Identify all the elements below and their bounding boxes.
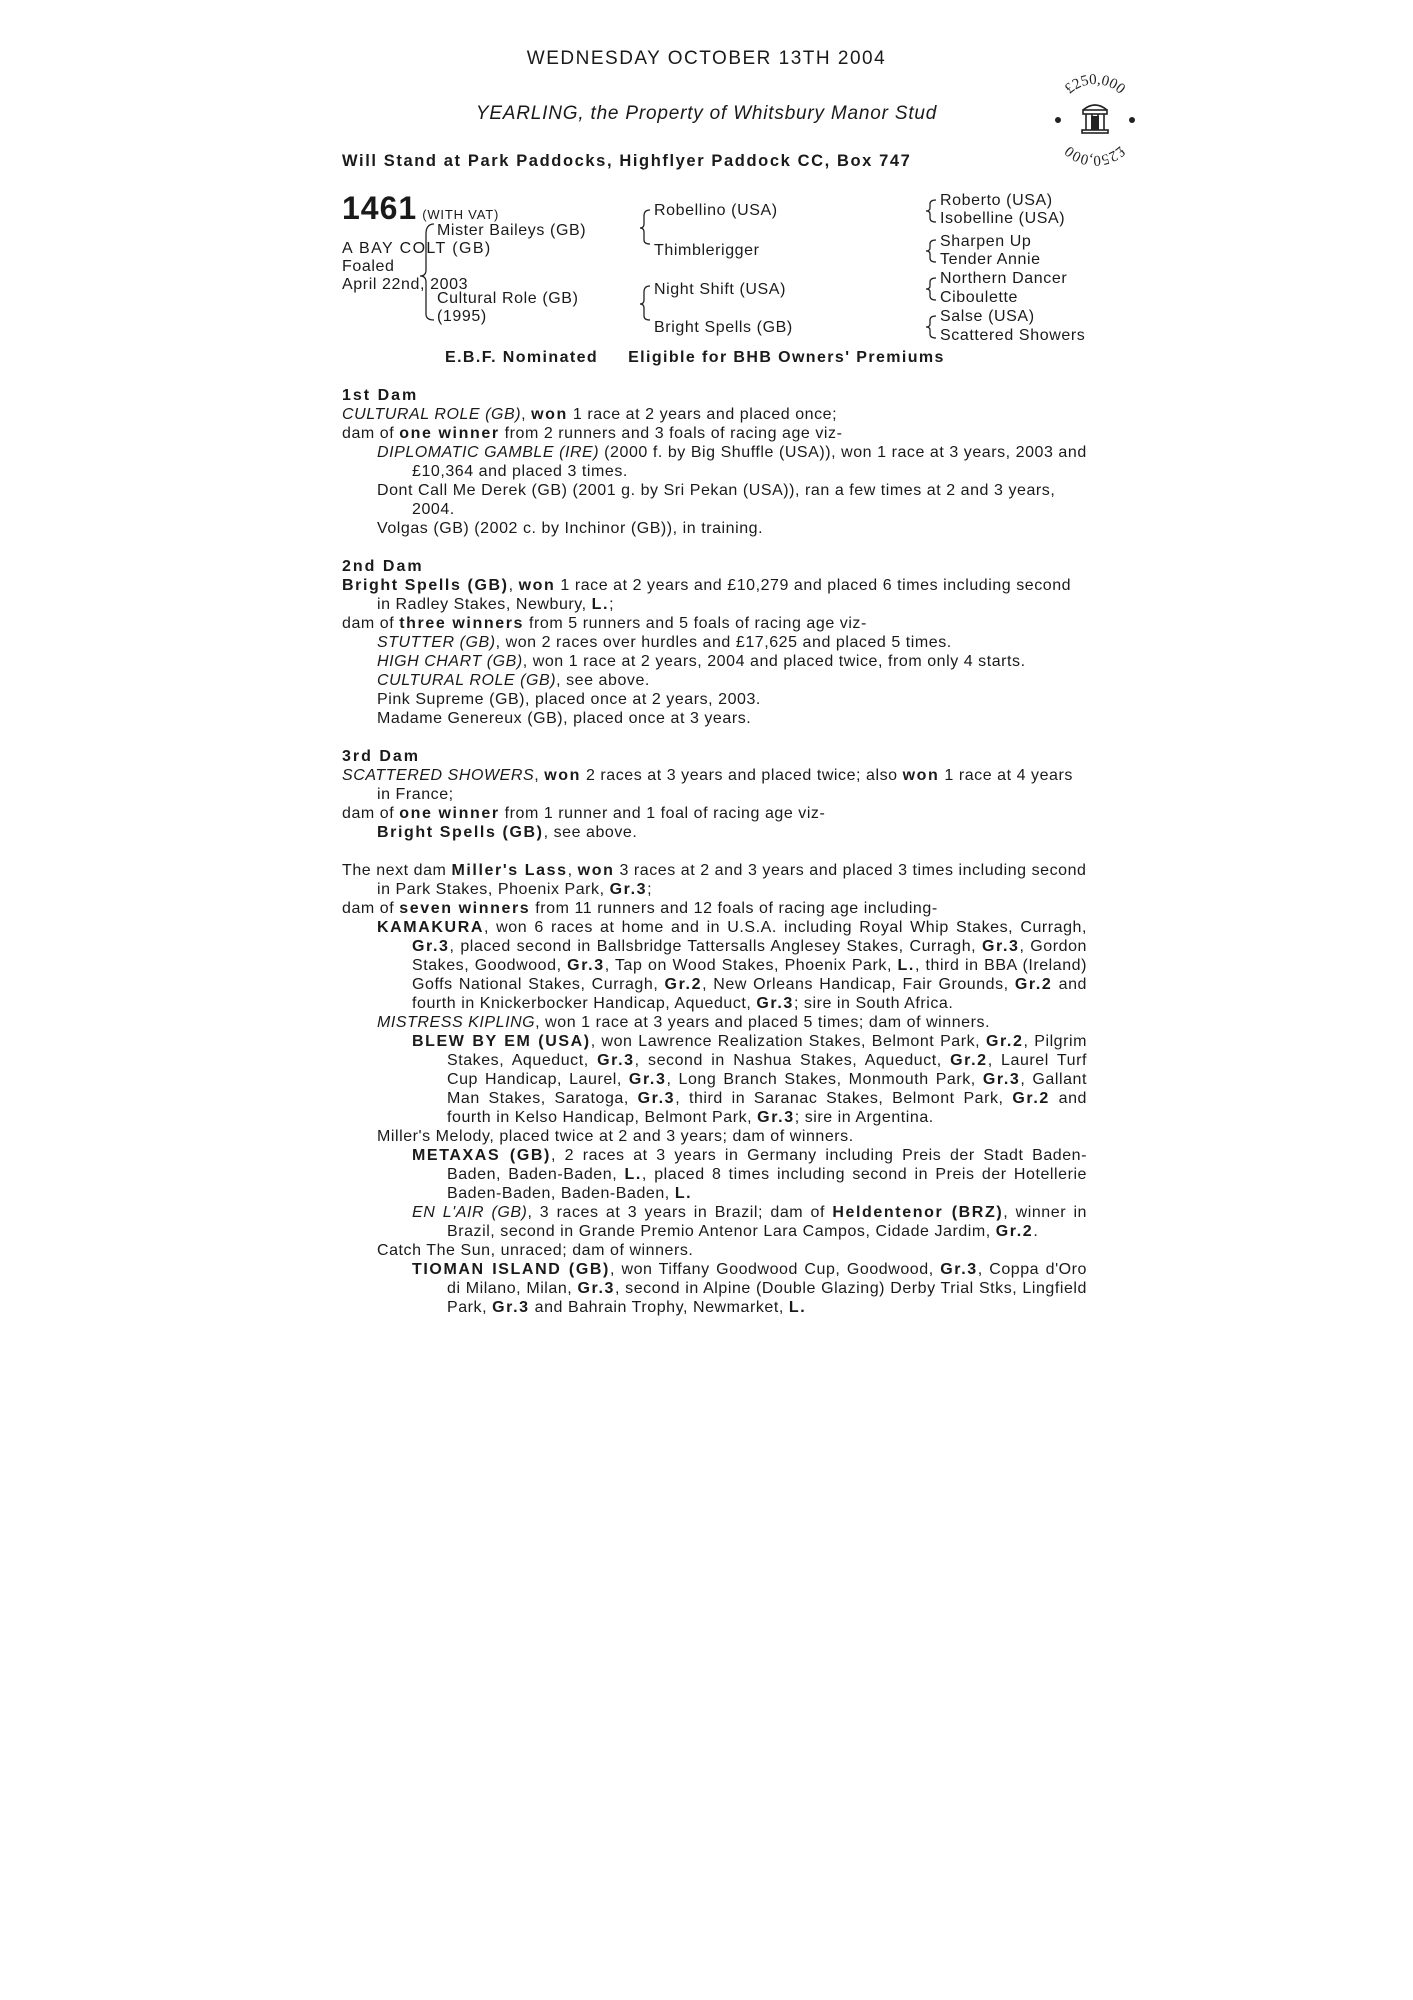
millers-melody-record: Miller's Melody, placed twice at 2 and 3 years; dam of winners. [377, 1128, 854, 1145]
dam-sire: Night Shift (USA) [654, 281, 787, 298]
pedigree-g8: Scattered Showers [940, 327, 1086, 344]
pedigree-table [342, 190, 1122, 350]
second-dam-foal-4: Pink Supreme (GB), placed once at 2 years, 2003. [377, 691, 761, 708]
first-dam-heading: 1st Dam [342, 387, 419, 404]
catch-the-sun-record: Catch The Sun, unraced; dam of winners. [377, 1242, 694, 1259]
stand-location: Will Stand at Park Paddocks, Highflyer Paddock CC, Box 747 [342, 152, 912, 170]
third-dam-foal-1: Bright Spells (GB), see above. [377, 824, 638, 841]
third-dam-heading: 3rd Dam [342, 748, 421, 765]
second-dam-foal-2: HIGH CHART (GB), won 1 race at 2 years, 2004 and placed twice, from only 4 starts. [377, 653, 1026, 670]
svg-text:£250,000: £250,000 [1061, 142, 1129, 169]
third-dam-produce-summary: dam of one winner from 1 runner and 1 foal of racing age viz- [342, 805, 826, 822]
price-seal-icon [1045, 70, 1145, 170]
pedigree-g6: Ciboulette [940, 289, 1019, 306]
first-dam-record: CULTURAL ROLE (GB), won 1 race at 2 years and placed once; [342, 406, 838, 423]
foaled-date: April 22nd, 2003 [342, 276, 469, 293]
first-dam-foal-1: DIPLOMATIC GAMBLE (IRE) (2000 f. by Big Shuffle (USA)), won 1 race at 3 years, 2003 and £10,364 and placed 3 times. [377, 444, 1087, 480]
bhb-eligible: Eligible for BHB Owners' Premiums [628, 349, 945, 366]
lot-description: A BAY COLT (GB) [342, 240, 492, 257]
next-dam-produce-summary: dam of seven winners from 11 runners and 12 foals of racing age including- [342, 900, 938, 917]
dam-year: (1995) [437, 308, 487, 325]
pedigree-g1: Roberto (USA) [940, 192, 1053, 209]
sire-dam: Thimblerigger [654, 242, 760, 259]
second-dam-record: Bright Spells (GB), won 1 race at 2 years and £10,279 and placed 6 times including second in Radley Stakes, Newbury, L.; [342, 577, 1072, 613]
en-lair-record: EN L'AIR (GB), 3 races at 3 years in Brazil; dam of Heldentenor (BRZ), winner in Brazil, second in Grande Premio Antenor Lara Campos, Cidade Jardim, Gr.2. [412, 1204, 1087, 1240]
pedigree-g2: Isobelline (USA) [940, 210, 1066, 227]
nominations-line [445, 349, 975, 367]
sire-name: Mister Baileys (GB) [437, 222, 587, 239]
lot-number: 1461 [342, 190, 418, 226]
first-dam-foal-3: Volgas (GB) (2002 c. by Inchinor (GB)), in training. [377, 520, 764, 537]
pedigree-g3: Sharpen Up [940, 233, 1032, 250]
next-dam-record: The next dam Miller's Lass, won 3 races at 2 and 3 years and placed 3 times including second in Park Stakes, Phoenix Park, Gr.3; [342, 862, 1087, 898]
second-dam-produce-summary: dam of three winners from 5 runners and 5 foals of racing age viz- [342, 615, 867, 632]
blew-by-em-record: BLEW BY EM (USA), won Lawrence Realization Stakes, Belmont Park, Gr.2, Pilgrim Stakes, Aqueduct, Gr.3, second in Nashua Stakes, Aqueduct, Gr.2, Laurel Turf Cup Handicap, Laurel, Gr.3, Long Branch Stakes, Monmouth Park, Gr.3, Gallant Man Stakes, Saratoga, Gr.3, third in Saranac Stakes, Belmont Park, Gr.2 and fourth in Kelso Handicap, Belmont Park, Gr.3; sire in Argentina. [412, 1033, 1087, 1126]
dam-dam: Bright Spells (GB) [654, 319, 793, 336]
catalogue-body [342, 386, 1087, 1317]
sire-sire: Robellino (USA) [654, 202, 778, 219]
metaxas-record: METAXAS (GB), 2 races at 3 years in Germany including Preis der Stadt Baden-Baden, Baden-Baden, L., placed 8 times including second in Preis der Hotellerie Baden-Baden, Baden-Baden, L. [412, 1147, 1087, 1202]
tioman-island-record: TIOMAN ISLAND (GB), won Tiffany Goodwood Cup, Goodwood, Gr.3, Coppa d'Oro di Milano, Milan, Gr.3, second in Alpine (Double Glazing) Derby Trial Stks, Lingfield Park, Gr.3 and Bahrain Trophy, Newmarket, L. [412, 1261, 1087, 1316]
first-dam-foal-2: Dont Call Me Derek (GB) (2001 g. by Sri Pekan (USA)), ran a few times at 2 and 3 years, 2004. [377, 482, 1056, 518]
vat-label: (WITH VAT) [422, 207, 500, 222]
lot-subtitle: YEARLING, the Property of Whitsbury Manor Stud [475, 103, 938, 124]
second-dam-foal-5: Madame Genereux (GB), placed once at 3 years. [377, 710, 752, 727]
pedigree-g5: Northern Dancer [940, 270, 1068, 287]
sale-date: WEDNESDAY OCTOBER 13TH 2004 [526, 48, 887, 69]
foaled-label: Foaled [342, 258, 395, 275]
mistress-kipling-record: MISTRESS KIPLING, won 1 race at 3 years and placed 5 times; dam of winners. [377, 1014, 991, 1031]
svg-text:£250,000: £250,000 [1061, 71, 1129, 98]
kamakura-record: KAMAKURA, won 6 races at home and in U.S.A. including Royal Whip Stakes, Curragh, Gr.3, placed second in Ballsbridge Tattersalls Anglesey Stakes, Curragh, Gr.3, Gordon Stakes, Goodwood, Gr.3, Tap on Wood Stakes, Phoenix Park, L., third in BBA (Ireland) Goffs National Stakes, Curragh, Gr.2, New Orleans Handicap, Fair Grounds, Gr.2 and fourth in Knickerbocker Handicap, Aqueduct, Gr.3; sire in South Africa. [377, 919, 1088, 1012]
second-dam-foal-1: STUTTER (GB), won 2 races over hurdles and £17,625 and placed 5 times. [377, 634, 952, 651]
second-dam-heading: 2nd Dam [342, 558, 424, 575]
pedigree-g7: Salse (USA) [940, 308, 1035, 325]
ebf-nominated: E.B.F. Nominated [445, 349, 599, 366]
second-dam-foal-3: CULTURAL ROLE (GB), see above. [377, 672, 650, 689]
dam-name: Cultural Role (GB) [437, 290, 579, 307]
pedigree-g4: Tender Annie [940, 251, 1041, 268]
first-dam-produce-summary: dam of one winner from 2 runners and 3 foals of racing age viz- [342, 425, 843, 442]
third-dam-record: SCATTERED SHOWERS, won 2 races at 3 years and placed twice; also won 1 race at 4 years in France; [342, 767, 1073, 803]
